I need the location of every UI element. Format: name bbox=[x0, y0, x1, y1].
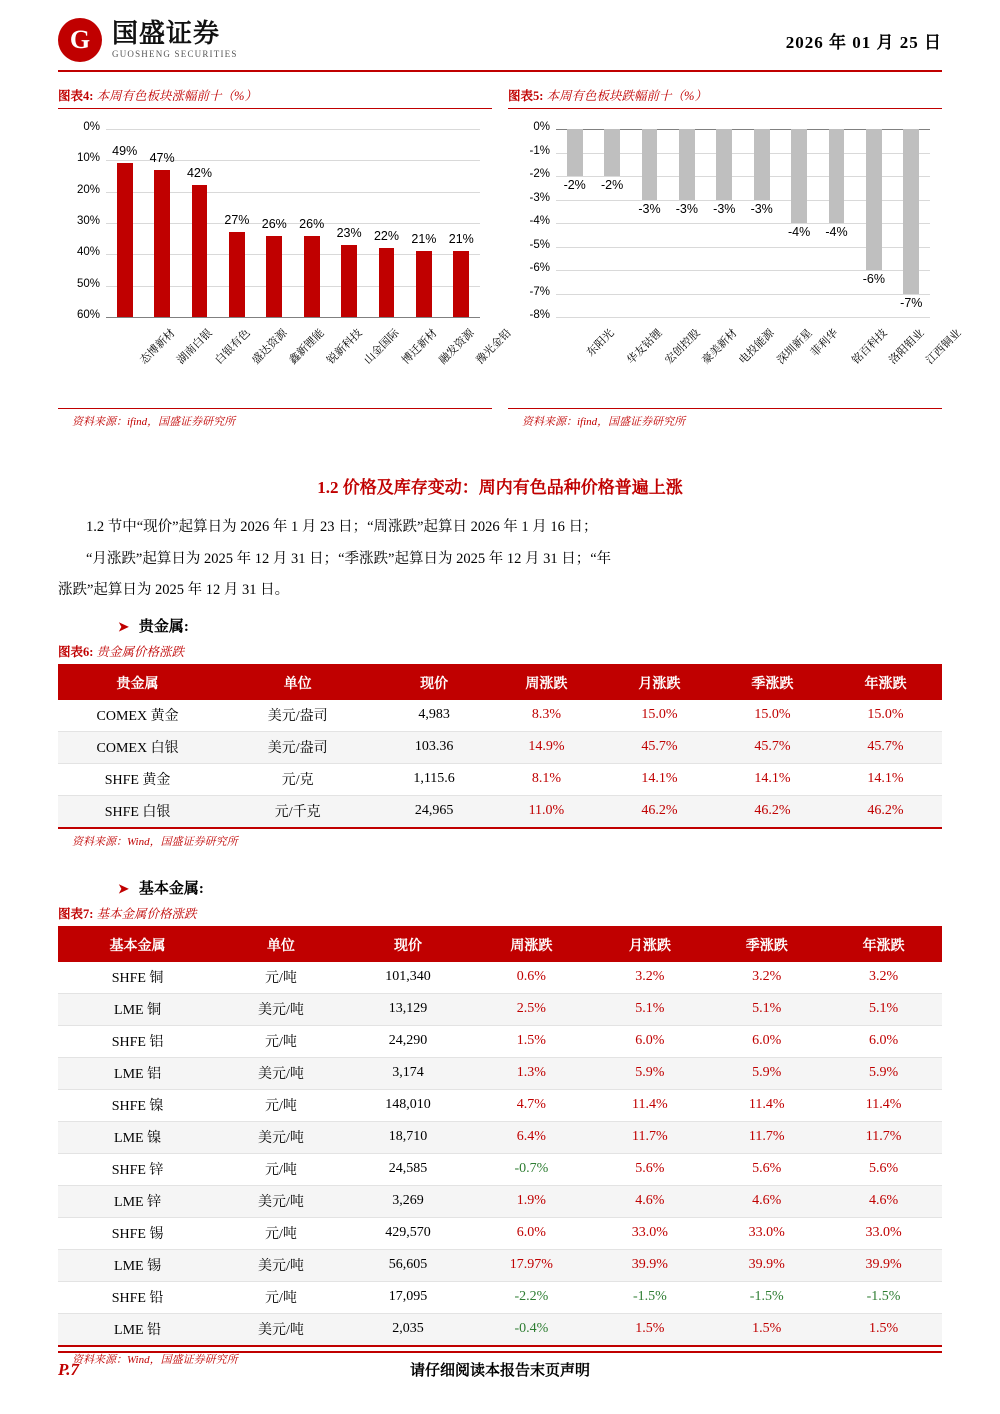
cell-6: 39.9% bbox=[825, 1249, 942, 1281]
footer-divider bbox=[58, 1351, 942, 1353]
table-row bbox=[58, 1281, 942, 1313]
column-header-5: 季涨跌 bbox=[708, 928, 825, 962]
cell-4: 33.0% bbox=[591, 1217, 708, 1249]
bar-value-label: -4% bbox=[825, 225, 848, 239]
brand-name-en: GUOSHENG SECURITIES bbox=[112, 49, 238, 59]
cell-3: -0.7% bbox=[471, 1153, 591, 1185]
figure-4-plot bbox=[58, 111, 514, 409]
cell-1: 元/吨 bbox=[217, 1217, 345, 1249]
chart-bar bbox=[341, 245, 357, 317]
cell-1: 美元/盎司 bbox=[217, 731, 378, 763]
x-axis-category-label: 深圳新星 bbox=[774, 327, 815, 367]
cell-5: 11.4% bbox=[708, 1089, 825, 1121]
page-footer bbox=[58, 1351, 942, 1380]
cell-4: 4.6% bbox=[591, 1185, 708, 1217]
chart-bar bbox=[192, 185, 208, 317]
brand-text bbox=[112, 21, 238, 59]
cell-6: 46.2% bbox=[829, 795, 942, 828]
chart-bar bbox=[379, 248, 395, 317]
chart-gridline bbox=[106, 129, 480, 130]
cell-2: 3,269 bbox=[345, 1185, 472, 1217]
cell-0: LME 铜 bbox=[58, 993, 217, 1025]
table-row bbox=[58, 1249, 942, 1281]
cell-3: 1.3% bbox=[471, 1057, 591, 1089]
bar-value-label: -6% bbox=[862, 272, 885, 286]
cell-0: SHFE 铅 bbox=[58, 1281, 217, 1313]
cell-3: 6.4% bbox=[471, 1121, 591, 1153]
column-header-0: 贵金属 bbox=[58, 666, 217, 700]
x-axis-category-label: 博迁新材 bbox=[399, 327, 440, 367]
cell-4: 39.9% bbox=[591, 1249, 708, 1281]
triangle-bullet-icon: ➤ bbox=[118, 618, 129, 634]
figure-5-plot bbox=[508, 111, 964, 409]
cell-2: 56,605 bbox=[345, 1249, 472, 1281]
table-6-source: 资料来源：Wind，国盛证券研究所 bbox=[72, 835, 238, 848]
cell-5: 4.6% bbox=[708, 1185, 825, 1217]
cell-5: 33.0% bbox=[708, 1217, 825, 1249]
y-axis-tick-label: 30% bbox=[76, 215, 100, 227]
bar-value-label: -3% bbox=[750, 201, 773, 216]
cell-5: 5.6% bbox=[708, 1153, 825, 1185]
table-row bbox=[58, 1089, 942, 1121]
cell-5: 15.0% bbox=[716, 700, 829, 732]
bar-value-label: 21% bbox=[411, 232, 437, 247]
cell-5: 6.0% bbox=[708, 1025, 825, 1057]
column-header-6: 年涨跌 bbox=[829, 666, 942, 700]
charts-row bbox=[58, 86, 964, 429]
cell-4: 5.1% bbox=[591, 993, 708, 1025]
x-axis-category-label: 东阳光 bbox=[584, 327, 617, 359]
figure-5-title: 本周有色板块跌幅前十（%） bbox=[546, 89, 707, 103]
y-axis-tick-label: -1% bbox=[529, 144, 550, 157]
cell-4: 46.2% bbox=[603, 795, 716, 828]
chart-bar bbox=[754, 129, 770, 200]
cell-4: 1.5% bbox=[591, 1313, 708, 1346]
cell-1: 美元/吨 bbox=[217, 1185, 345, 1217]
chart-bar bbox=[453, 251, 469, 317]
cell-4: 14.1% bbox=[603, 763, 716, 795]
table-row bbox=[58, 1153, 942, 1185]
cell-4: 3.2% bbox=[591, 962, 708, 994]
cell-6: 1.5% bbox=[825, 1313, 942, 1346]
table-header-row bbox=[58, 928, 942, 962]
y-axis-tick-label: -7% bbox=[529, 285, 550, 298]
cell-1: 元/克 bbox=[217, 763, 378, 795]
bar-value-label: 26% bbox=[299, 216, 325, 231]
cell-3: 11.0% bbox=[490, 795, 603, 828]
x-axis-category-label: 白银有色 bbox=[212, 327, 253, 367]
cell-3: 6.0% bbox=[471, 1217, 591, 1249]
cell-2: 13,129 bbox=[345, 993, 472, 1025]
bar-value-label: -7% bbox=[900, 295, 923, 310]
x-axis-category-label: 华友钴锂 bbox=[625, 327, 665, 367]
cell-5: 14.1% bbox=[716, 763, 829, 795]
cell-2: 103.36 bbox=[378, 731, 490, 763]
bar-value-label: 22% bbox=[373, 229, 400, 244]
table-row bbox=[58, 993, 942, 1025]
x-axis-category-label: 湖南白银 bbox=[175, 327, 215, 367]
cell-1: 美元/吨 bbox=[217, 1249, 345, 1281]
guosheng-logo-icon: G bbox=[58, 18, 102, 62]
section-title: 1.2 价格及库存变动：周内有色品种价格普遍上涨 bbox=[317, 478, 683, 497]
cell-1: 美元/吨 bbox=[217, 1057, 345, 1089]
cell-0: SHFE 锡 bbox=[58, 1217, 217, 1249]
cell-6: 15.0% bbox=[829, 700, 942, 732]
cell-0: SHFE 铝 bbox=[58, 1025, 217, 1057]
chart-bar bbox=[866, 129, 882, 270]
cell-1: 美元/吨 bbox=[217, 1121, 345, 1153]
chart-bar bbox=[416, 251, 432, 317]
page-header bbox=[58, 0, 942, 62]
chart-bar bbox=[716, 129, 732, 200]
column-header-2: 现价 bbox=[345, 928, 472, 962]
cell-4: 45.7% bbox=[603, 731, 716, 763]
triangle-bullet-icon-2: ➤ bbox=[118, 880, 129, 896]
cell-6: 3.2% bbox=[825, 962, 942, 994]
cell-5: 1.5% bbox=[708, 1313, 825, 1346]
chart-bar bbox=[266, 236, 282, 317]
table-row bbox=[58, 763, 942, 795]
cell-3: 2.5% bbox=[471, 993, 591, 1025]
table-row bbox=[58, 1185, 942, 1217]
cell-6: 5.6% bbox=[825, 1153, 942, 1185]
page-number: P.7 bbox=[58, 1359, 79, 1379]
section-paragraph-3: 涨跌”起算日为 2025 年 12 月 31 日。 bbox=[58, 582, 290, 599]
y-axis-tick-label: -8% bbox=[529, 309, 550, 321]
figure-4-source: 资料来源：ifind，国盛证券研究所 bbox=[72, 416, 236, 428]
column-header-4: 月涨跌 bbox=[591, 928, 708, 962]
chart-gridline bbox=[556, 294, 930, 295]
figure-4-caption bbox=[58, 86, 492, 109]
cell-2: 2,035 bbox=[345, 1313, 472, 1346]
x-axis-category-label: 铭百科技 bbox=[849, 327, 890, 367]
chart-gridline bbox=[556, 317, 930, 318]
cell-3: -0.4% bbox=[471, 1313, 591, 1346]
cell-4: 11.7% bbox=[591, 1121, 708, 1153]
cell-6: 11.4% bbox=[825, 1089, 942, 1121]
column-header-4: 月涨跌 bbox=[603, 666, 716, 700]
cell-6: 6.0% bbox=[825, 1025, 942, 1057]
y-axis-tick-label: 60% bbox=[76, 309, 100, 321]
chart-bar bbox=[903, 129, 919, 294]
x-axis-category-label: 菲利华 bbox=[808, 327, 841, 359]
header-divider bbox=[58, 70, 942, 72]
cell-6: 5.9% bbox=[825, 1057, 942, 1089]
y-axis-tick-label: -2% bbox=[529, 168, 550, 180]
table-7-caption bbox=[58, 904, 942, 922]
cell-0: SHFE 白银 bbox=[58, 795, 217, 828]
cell-3: 8.3% bbox=[490, 700, 603, 732]
cell-0: SHFE 镍 bbox=[58, 1089, 217, 1121]
y-axis-tick-label: 10% bbox=[76, 152, 100, 165]
bar-value-label: 27% bbox=[224, 213, 250, 228]
bullet-base-metals bbox=[118, 877, 942, 898]
x-axis-category-label: 锐新科技 bbox=[324, 327, 365, 367]
cell-0: LME 铅 bbox=[58, 1313, 217, 1346]
bar-value-label: -2% bbox=[563, 178, 586, 192]
brand-name-cn: 国盛证券 bbox=[112, 19, 221, 48]
footer-disclaimer: 请仔细阅读本报告末页声明 bbox=[409, 1363, 590, 1379]
cell-3: 0.6% bbox=[471, 962, 591, 994]
cell-3: 17.97% bbox=[471, 1249, 591, 1281]
table-6-wrap bbox=[58, 664, 942, 829]
bullet-base-label: 基本金属: bbox=[138, 880, 204, 897]
column-header-3: 周涨跌 bbox=[490, 666, 603, 700]
chart-bar bbox=[791, 129, 807, 223]
cell-2: 4,983 bbox=[378, 700, 490, 732]
cell-1: 元/吨 bbox=[217, 962, 345, 994]
cell-6: 11.7% bbox=[825, 1121, 942, 1153]
cell-2: 18,710 bbox=[345, 1121, 472, 1153]
table-7-wrap bbox=[58, 926, 942, 1347]
chart-bar bbox=[229, 232, 245, 317]
cell-5: 46.2% bbox=[716, 795, 829, 828]
y-axis-tick-label: 0% bbox=[533, 121, 550, 133]
table-7-title: 基本金属价格涨跌 bbox=[96, 906, 197, 921]
cell-0: LME 锡 bbox=[58, 1249, 217, 1281]
column-header-2: 现价 bbox=[378, 666, 490, 700]
bar-value-label: 42% bbox=[186, 166, 213, 181]
cell-2: 24,290 bbox=[345, 1025, 472, 1057]
column-header-3: 周涨跌 bbox=[471, 928, 591, 962]
cell-1: 美元/吨 bbox=[217, 993, 345, 1025]
cell-5: 11.7% bbox=[708, 1121, 825, 1153]
cell-2: 1,115.6 bbox=[378, 763, 490, 795]
cell-1: 元/吨 bbox=[217, 1089, 345, 1121]
bar-value-label: -2% bbox=[600, 178, 624, 192]
bullet-precious-metals bbox=[118, 615, 942, 636]
cell-0: SHFE 锌 bbox=[58, 1153, 217, 1185]
chart-bar bbox=[154, 170, 170, 317]
cell-5: 3.2% bbox=[708, 962, 825, 994]
table-7-source: 资料来源：Wind，国盛证券研究所 bbox=[72, 1353, 238, 1366]
x-axis-category-label: 宏创控股 bbox=[662, 327, 703, 367]
table-row bbox=[58, 1217, 942, 1249]
cell-2: 17,095 bbox=[345, 1281, 472, 1313]
cell-4: 6.0% bbox=[591, 1025, 708, 1057]
cell-5: -1.5% bbox=[708, 1281, 825, 1313]
x-axis-category-label: 盛达资源 bbox=[249, 327, 290, 367]
cell-5: 5.1% bbox=[708, 993, 825, 1025]
cell-6: 4.6% bbox=[825, 1185, 942, 1217]
bar-value-label: -3% bbox=[638, 201, 661, 216]
figure-4-label: 图表4: bbox=[58, 89, 94, 103]
cell-0: LME 锌 bbox=[58, 1185, 217, 1217]
cell-4: 5.9% bbox=[591, 1057, 708, 1089]
y-axis-tick-label: -3% bbox=[529, 191, 550, 204]
x-axis-category-label: 态博新材 bbox=[137, 327, 178, 367]
table-6-caption bbox=[58, 642, 942, 660]
bar-value-label: -3% bbox=[675, 201, 698, 216]
y-axis-tick-label: 20% bbox=[76, 183, 100, 196]
chart-bar bbox=[679, 129, 695, 200]
cell-1: 美元/盎司 bbox=[217, 700, 378, 732]
table-row bbox=[58, 1057, 942, 1089]
column-header-1: 单位 bbox=[217, 928, 345, 962]
chart-bar bbox=[604, 129, 620, 176]
cell-6: 5.1% bbox=[825, 993, 942, 1025]
bar-value-label: -4% bbox=[787, 225, 811, 239]
bar-value-label: 23% bbox=[336, 225, 362, 240]
chart-bar bbox=[642, 129, 658, 200]
figure-5-source: 资料来源：ifind，国盛证券研究所 bbox=[522, 416, 686, 428]
bar-value-label: 47% bbox=[149, 150, 175, 165]
cell-1: 元/吨 bbox=[217, 1153, 345, 1185]
cell-4: 11.4% bbox=[591, 1089, 708, 1121]
cell-0: SHFE 铜 bbox=[58, 962, 217, 994]
bullet-precious-label: 贵金属: bbox=[138, 618, 189, 635]
cell-0: COMEX 白银 bbox=[58, 731, 217, 763]
table-row bbox=[58, 795, 942, 828]
cell-1: 元/吨 bbox=[217, 1025, 345, 1057]
y-axis-tick-label: 0% bbox=[83, 121, 100, 133]
cell-0: LME 铝 bbox=[58, 1057, 217, 1089]
cell-6: 14.1% bbox=[829, 763, 942, 795]
cell-4: -1.5% bbox=[591, 1281, 708, 1313]
cell-1: 元/吨 bbox=[217, 1281, 345, 1313]
cell-3: 1.9% bbox=[471, 1185, 591, 1217]
cell-6: -1.5% bbox=[825, 1281, 942, 1313]
cell-1: 元/千克 bbox=[217, 795, 378, 828]
cell-6: 45.7% bbox=[829, 731, 942, 763]
chart-gridline bbox=[556, 270, 930, 271]
chart-bar bbox=[304, 236, 320, 317]
cell-3: -2.2% bbox=[471, 1281, 591, 1313]
x-axis-category-label: 豫光金铅 bbox=[474, 327, 514, 367]
base-metals-table bbox=[58, 928, 942, 1347]
table-6-title: 贵金属价格涨跌 bbox=[96, 644, 185, 659]
cell-5: 5.9% bbox=[708, 1057, 825, 1089]
cell-3: 4.7% bbox=[471, 1089, 591, 1121]
cell-2: 429,570 bbox=[345, 1217, 472, 1249]
cell-2: 3,174 bbox=[345, 1057, 472, 1089]
cell-4: 5.6% bbox=[591, 1153, 708, 1185]
precious-metals-table bbox=[58, 666, 942, 829]
cell-3: 1.5% bbox=[471, 1025, 591, 1057]
cell-6: 33.0% bbox=[825, 1217, 942, 1249]
y-axis-tick-label: -6% bbox=[529, 262, 550, 274]
figure-5-caption bbox=[508, 86, 942, 109]
table-row bbox=[58, 731, 942, 763]
table-row bbox=[58, 962, 942, 994]
cell-0: COMEX 黄金 bbox=[58, 700, 217, 732]
chart-bar bbox=[117, 163, 133, 317]
x-axis-category-label: 鑫新锂能 bbox=[287, 327, 327, 367]
cell-0: LME 镍 bbox=[58, 1121, 217, 1153]
x-axis-category-label: 山金国际 bbox=[362, 327, 402, 367]
bar-value-label: -3% bbox=[713, 201, 736, 216]
cell-3: 8.1% bbox=[490, 763, 603, 795]
cell-2: 24,965 bbox=[378, 795, 490, 828]
chart-bar bbox=[567, 129, 583, 176]
table-row bbox=[58, 700, 942, 732]
y-axis-tick-label: 40% bbox=[76, 246, 100, 259]
bar-value-label: 49% bbox=[112, 144, 138, 159]
bar-value-label: 21% bbox=[448, 232, 474, 247]
column-header-5: 季涨跌 bbox=[716, 666, 829, 700]
table-6-label: 图表6: bbox=[58, 644, 94, 659]
table-header-row bbox=[58, 666, 942, 700]
brand-logo bbox=[58, 18, 238, 62]
report-date: 2026 年 01 月 25 日 bbox=[785, 32, 942, 52]
column-header-1: 单位 bbox=[217, 666, 378, 700]
cell-5: 39.9% bbox=[708, 1249, 825, 1281]
figure-4 bbox=[58, 86, 514, 429]
bar-value-label: 26% bbox=[261, 216, 287, 231]
figure-4-title: 本周有色板块涨幅前十（%） bbox=[96, 89, 257, 103]
section-paragraph-1: 1.2 节中“现价”起算日为 2026 年 1 月 23 日；“周涨跌”起算日 2026 年 1 月 16 日； bbox=[86, 519, 598, 535]
cell-4: 15.0% bbox=[603, 700, 716, 732]
chart-axis bbox=[106, 317, 480, 318]
table-row bbox=[58, 1121, 942, 1153]
chart-bar bbox=[829, 129, 845, 223]
figure-5-label: 图表5: bbox=[508, 89, 544, 103]
section-paragraph-2: “月涨跌”起算日为 2025 年 12 月 31 日；“季涨跌”起算日为 2025 年 12 月 31 日；“年 bbox=[86, 550, 612, 567]
cell-2: 24,585 bbox=[345, 1153, 472, 1185]
cell-1: 美元/吨 bbox=[217, 1313, 345, 1346]
column-header-0: 基本金属 bbox=[58, 928, 217, 962]
table-7-label: 图表7: bbox=[58, 906, 94, 921]
x-axis-category-label: 融发资源 bbox=[436, 327, 477, 367]
column-header-6: 年涨跌 bbox=[825, 928, 942, 962]
y-axis-tick-label: -4% bbox=[529, 215, 550, 227]
x-axis-category-label: 电投能源 bbox=[737, 327, 777, 367]
x-axis-category-label: 洛阳钼业 bbox=[886, 327, 927, 367]
cell-2: 101,340 bbox=[345, 962, 472, 994]
x-axis-category-label: 江西铜业 bbox=[924, 327, 964, 367]
table-row bbox=[58, 1313, 942, 1346]
y-axis-tick-label: -5% bbox=[529, 238, 550, 251]
table-row bbox=[58, 1025, 942, 1057]
y-axis-tick-label: 50% bbox=[76, 277, 100, 290]
cell-5: 45.7% bbox=[716, 731, 829, 763]
cell-0: SHFE 黄金 bbox=[58, 763, 217, 795]
x-axis-category-label: 豪美新材 bbox=[699, 327, 740, 367]
figure-5 bbox=[508, 86, 964, 429]
cell-3: 14.9% bbox=[490, 731, 603, 763]
cell-2: 148,010 bbox=[345, 1089, 472, 1121]
